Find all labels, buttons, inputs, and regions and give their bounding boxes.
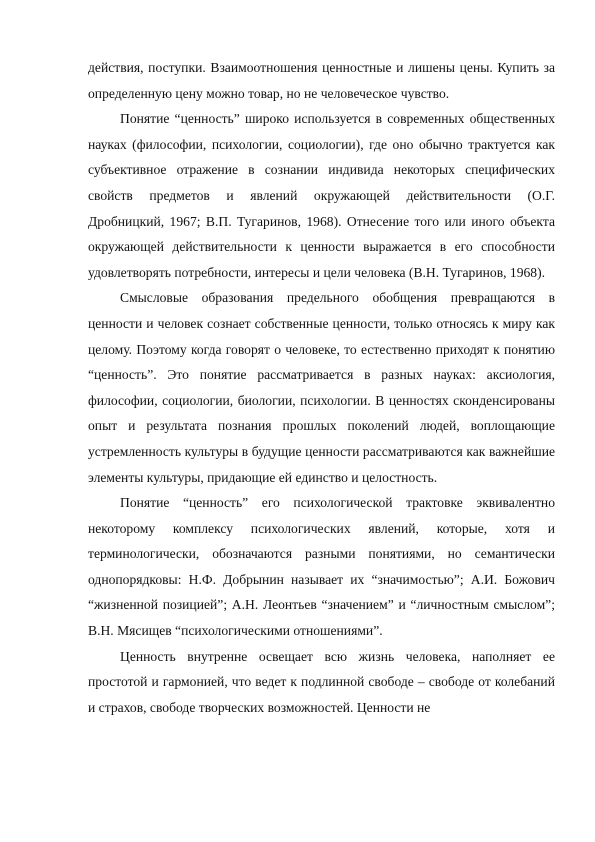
document-body [88, 55, 555, 720]
paragraph-1: действия, поступки. Взаимоотношения ценностные и лишены цены. Купить за определенную цену можно товар, но не человеческое чувство. [88, 60, 555, 101]
paragraph-4: Понятие “ценность” его психологической трактовке эквивалентно некоторому комплексу психологических явлений, которые, хотя и терминологически, обозначаются разными понятиями, но семантически однопорядковы: Н.Ф. Добрынин называет их “значимостью”; А.И. Божович “жизненной позицией”; А.Н. Леонтьев “значением” и “личностным смыслом”; В.Н. Мясищев “психологическими отношениями”. [88, 495, 555, 639]
paragraph-2: Понятие “ценность” широко используется в современных общественных науках (философии, психологии, социологии), где оно обычно трактуется как субъективное отражение в сознании индивида некоторых специфических свойств предметов и явлений окружающей действительности (О.Г. Дробницкий, 1967; В.П. Тугаринов, 1968). Отнесение того или иного объекта окружающей действительности к ценности выражается в его способности удовлетворять потребности, интересы и цели человека (В.Н. Тугаринов, 1968). [88, 111, 555, 280]
paragraph-3: Смысловые образования предельного обобщения превращаются в ценности и человек сознает собственные ценности, только относясь к миру как целому. Поэтому когда говорят о человеке, то естественно приходят к понятию “ценность”. Это понятие рассматривается в разных науках: аксиология, философии, социологии, биологии, психологии. В ценностях сконденсированы опыт и результата познания прошлых поколений людей, воплощающие устремленность культуры в будущие ценности рассматриваются как важнейшие элементы культуры, придающие ей единство и целостность. [88, 290, 555, 485]
paragraph-5: Ценность внутренне освещает всю жизнь человека, наполняет ее простотой и гармонией, что ведет к подлинной свободе – свободе от колебаний и страхов, свободе творческих возможностей. Ценности не [88, 648, 555, 715]
